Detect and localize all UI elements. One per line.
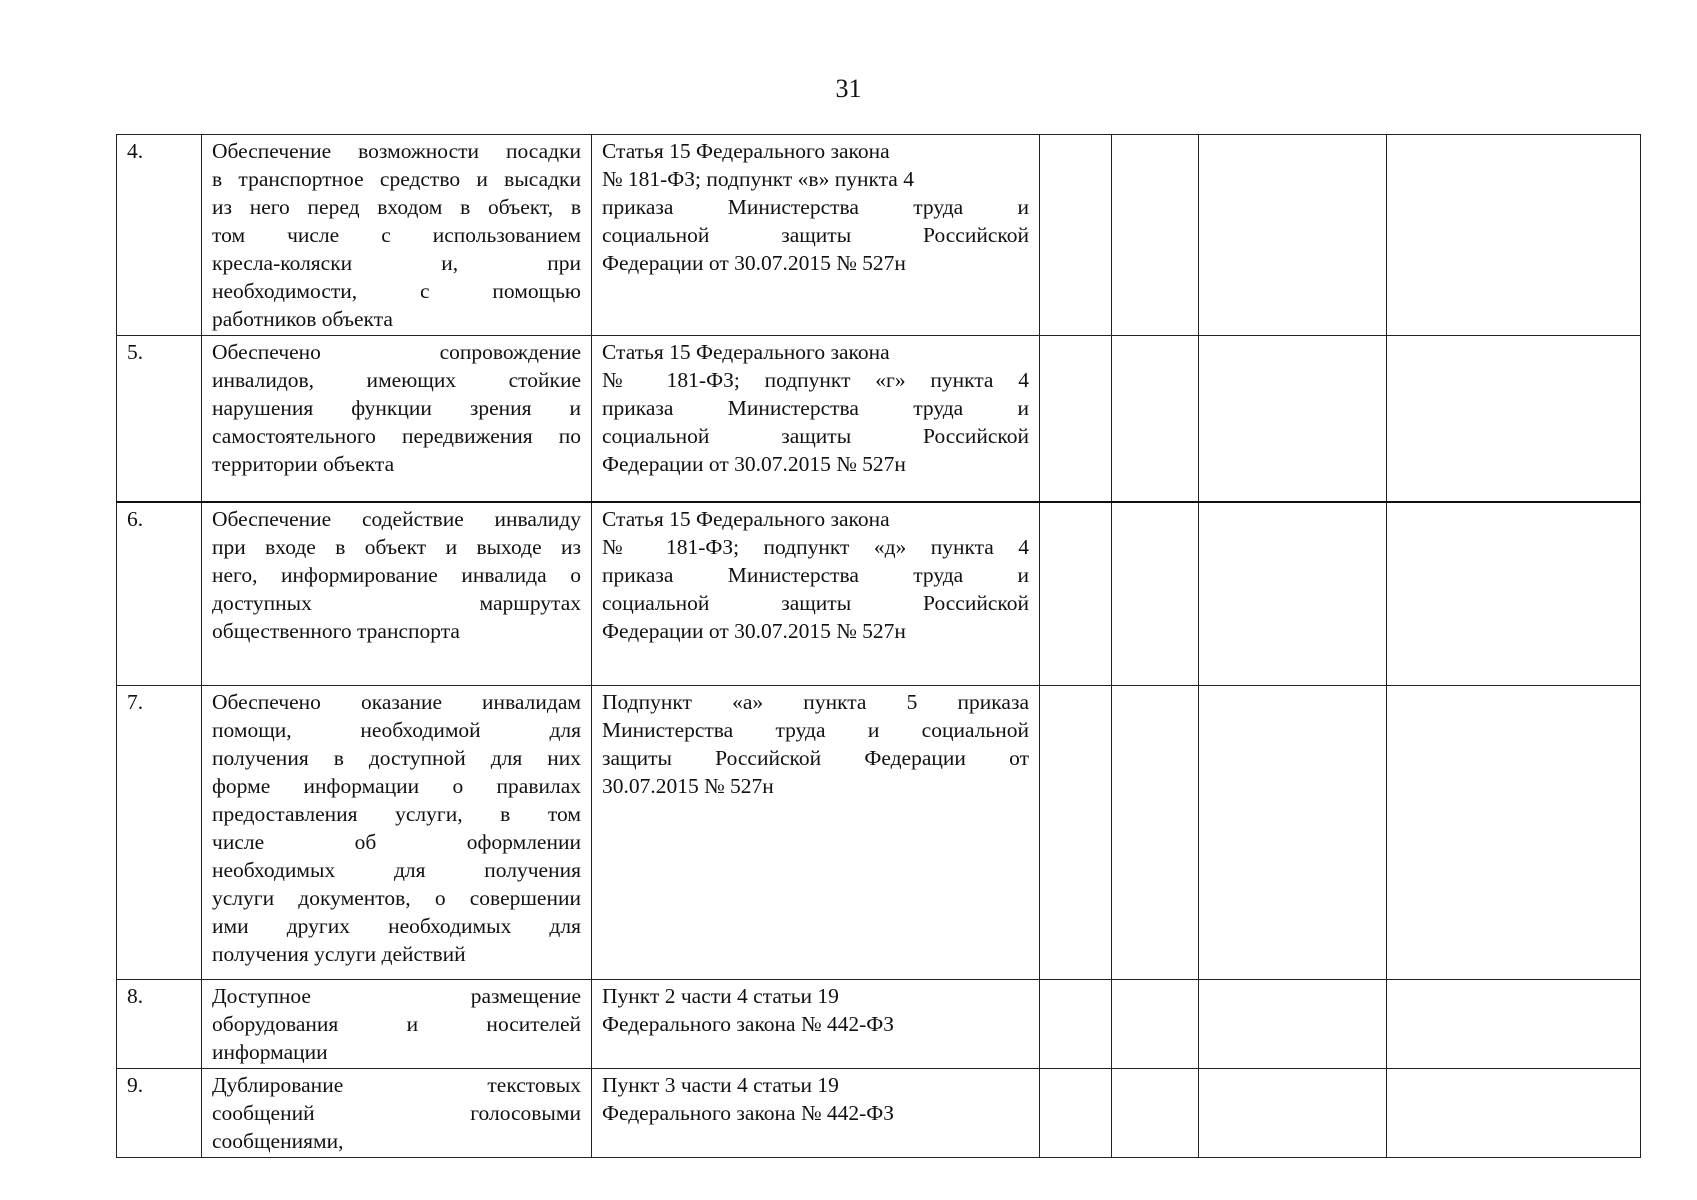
text-line: Обеспечение содействие инвалиду [212,506,581,531]
page-number: 31 [835,74,862,103]
table-row [117,980,1641,1069]
text-line: самостоятельного передвижения по [212,424,581,448]
text-line: нарушения функции зрения и [212,396,581,420]
legal-basis-cell [592,686,1040,980]
text-line: инвалидов, имеющих стойкие [212,368,581,392]
text-line: Федерации от 30.07.2015 № 527н [602,251,906,275]
table-row [117,1069,1641,1158]
empty-cell [1112,135,1199,336]
table-row [117,502,1641,686]
text-line: Доступное размещение [212,984,581,1008]
empty-cell [1040,1069,1112,1158]
text-line: социальной защиты Российской [602,424,1029,448]
text-line: Федерации от 30.07.2015 № 527н [602,618,906,643]
text-line: Статья 15 Федерального закона [602,506,890,531]
text-line: социальной защиты Российской [602,223,1029,247]
empty-cell [1199,135,1387,336]
requirement-cell [202,980,592,1069]
accessibility-requirements-table [116,134,1641,1158]
text-line: кресла-коляски и, при [212,251,581,275]
text-line: 30.07.2015 № 527н [602,774,774,798]
text-line: Обеспечение возможности посадки [212,139,581,163]
text-line: Федерального закона № 442-ФЗ [602,1012,895,1036]
empty-cell [1040,686,1112,980]
row-number: 7. [117,686,202,980]
text-line: форме информации о правилах [212,774,581,798]
text-line: доступных маршрутах [212,590,581,615]
text-line: Министерства труда и социальной [602,718,1029,742]
row-number: 8. [117,980,202,1069]
text-line: территории объекта [212,452,395,476]
table-row [117,135,1641,336]
empty-cell [1199,502,1387,686]
text-line: Дублирование текстовых [212,1073,581,1097]
text-line: том числе с использованием [212,223,581,247]
text-line: сообщений голосовыми [212,1101,581,1125]
text-line: Федерации от 30.07.2015 № 527н [602,452,906,476]
empty-cell [1040,135,1112,336]
empty-cell [1199,1069,1387,1158]
text-line: № 181-ФЗ; подпункт «в» пункта 4 [602,167,914,191]
text-line: Пункт 2 части 4 статьи 19 [602,984,839,1008]
requirement-cell [202,502,592,686]
text-line: получения услуги действий [212,942,466,966]
text-line: ими других необходимых для [212,914,581,938]
legal-basis-cell [592,502,1040,686]
requirement-cell [202,135,592,336]
text-line: при входе в объект и выходе из [212,534,581,559]
text-line: необходимых для получения [212,858,581,882]
empty-cell [1040,502,1112,686]
text-line: информации [212,1040,328,1064]
empty-cell [1040,336,1112,502]
empty-cell [1112,980,1199,1069]
table-row [117,336,1641,502]
empty-cell [1387,502,1641,686]
empty-cell [1387,1069,1641,1158]
empty-cell [1387,686,1641,980]
requirement-cell [202,336,592,502]
text-line: работников объекта [212,307,393,331]
requirement-cell [202,686,592,980]
row-number: 5. [117,336,202,502]
legal-basis-cell [592,1069,1040,1158]
text-line: общественного транспорта [212,618,460,643]
empty-cell [1387,980,1641,1069]
text-line: помощи, необходимой для [212,718,581,742]
text-line: необходимости, с помощью [212,279,581,303]
empty-cell [1199,336,1387,502]
text-line: оборудования и носителей [212,1012,581,1036]
text-line: Статья 15 Федерального закона [602,340,890,364]
legal-basis-cell [592,336,1040,502]
empty-cell [1112,686,1199,980]
text-line: приказа Министерства труда и [602,195,1029,219]
text-line: Обеспечено сопровождение [212,340,581,364]
empty-cell [1199,686,1387,980]
text-line: услуги документов, о совершении [212,886,581,910]
text-line: № 181-ФЗ; подпункт «г» пункта 4 [602,368,1029,392]
requirement-cell [202,1069,592,1158]
row-number: 6. [117,502,202,686]
legal-basis-cell [592,980,1040,1069]
text-line: Подпункт «а» пункта 5 приказа [602,690,1029,714]
row-number: 9. [117,1069,202,1158]
text-line: числе об оформлении [212,830,581,854]
text-line: Обеспечено оказание инвалидам [212,690,581,714]
text-line: защиты Российской Федерации от [602,746,1029,770]
text-line: Пункт 3 части 4 статьи 19 [602,1073,839,1097]
text-line: предоставления услуги, в том [212,802,581,826]
empty-cell [1387,336,1641,502]
text-line: получения в доступной для них [212,746,581,770]
text-line: него, информирование инвалида о [212,562,581,587]
text-line: приказа Министерства труда и [602,396,1029,420]
text-line: № 181-ФЗ; подпункт «д» пункта 4 [602,534,1029,559]
empty-cell [1112,502,1199,686]
table-row [117,686,1641,980]
text-line: сообщениями, [212,1129,344,1153]
legal-basis-cell [592,135,1040,336]
text-line: из него перед входом в объект, в [212,195,581,219]
empty-cell [1387,135,1641,336]
text-line: в транспортное средство и высадки [212,167,581,191]
empty-cell [1112,1069,1199,1158]
row-number: 4. [117,135,202,336]
text-line: Федерального закона № 442-ФЗ [602,1101,895,1125]
text-line: Статья 15 Федерального закона [602,139,890,163]
empty-cell [1040,980,1112,1069]
empty-cell [1199,980,1387,1069]
empty-cell [1112,336,1199,502]
text-line: социальной защиты Российской [602,590,1029,615]
text-line: приказа Министерства труда и [602,562,1029,587]
